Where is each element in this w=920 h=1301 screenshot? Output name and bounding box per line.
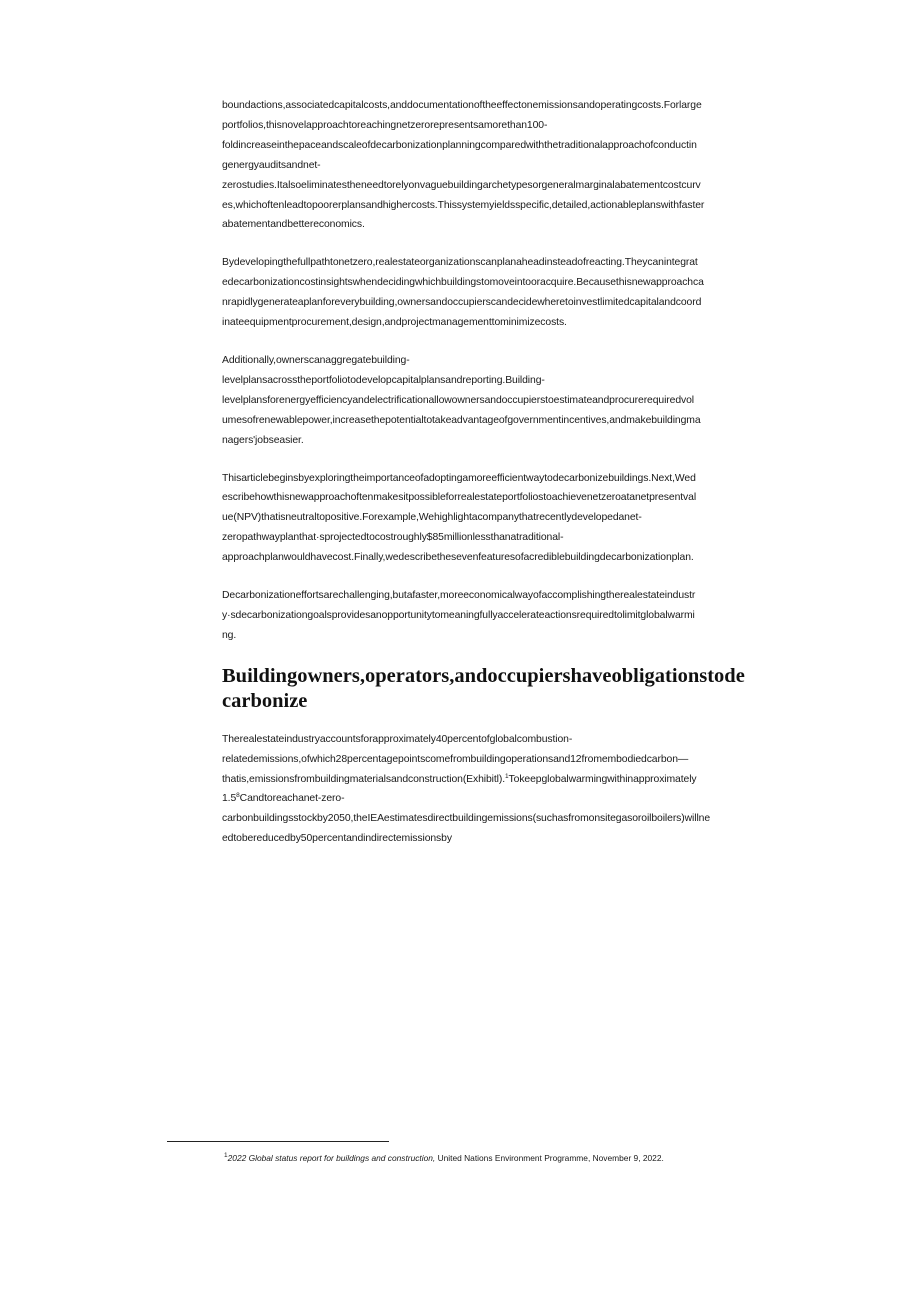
body-paragraph-4: [222, 469, 768, 569]
text-line: Therealestateindustryaccountsforapproximately40percentofglobalcombustion-: [222, 733, 573, 745]
text-fragment: Candtoreachanet-zero-: [239, 793, 345, 805]
footnote-number: 1: [224, 1152, 228, 1159]
text-line: edecarbonizationcostinsightswhendecidingwhichbuildingstomoveintooracquire.Becausethisnewapproachca: [222, 277, 704, 289]
text-line: ng.: [222, 629, 237, 641]
text-line: nrapidlygenerateaplanforeverybuilding,ownersandoccupierscandecidewheretoinvestlimitedcapitalandcoord: [222, 297, 702, 309]
text-line: levelplansacrosstheportfoliotodevelopcapitalplansandreporting.Building-: [222, 374, 545, 386]
text-line: [222, 770, 768, 790]
text-line: Additionally,ownerscanaggregatebuilding-: [222, 354, 410, 366]
text-line: Bydevelopingthefullpathtonetzero,realestateorganizationscanplanaheadinsteadofreacting.Theycanintegrat: [222, 257, 698, 269]
text-line: y·sdecarbonizationgoalsprovidesanopportunitytomeaningfullyaccelerateactionsrequiredtolimitglobalwarmi: [222, 609, 695, 621]
text-line: ue(NPV)thatisneutraltopositive.Forexample,Wehighlightacompanythatrecentlydevelopedanet-: [222, 512, 642, 524]
footnote-reference[interactable]: 1: [505, 772, 509, 780]
document-body: [222, 96, 768, 867]
text-line: umesofrenewablepower,increasethepotentialtotakeadvantageofgovernmentincentives,andmakebuildingma: [222, 414, 701, 426]
footnote: [224, 1152, 824, 1164]
text-line: [222, 789, 768, 809]
body-paragraph-3: [222, 351, 768, 451]
section-heading: [222, 664, 768, 714]
text-line: zerostudies.Italsoeliminatestheneedtorelyonvaguebuildingarchetypesorgeneralmarginalabatementcostcurv: [222, 179, 701, 191]
text-line: Decarbonizationeffortsarechallenging,butafaster,moreeconomicalwayofaccomplishingtherealestateindustr: [222, 590, 696, 602]
text-line: abatementandbettereconomics.: [222, 219, 365, 231]
section-paragraph: [222, 730, 768, 849]
text-fragment: thatis,emissionsfrombuildingmaterialsandconstruction(Exhibitl).: [222, 773, 506, 785]
text-line: carbonbuildingsstockby2050,theIEAestimatesdirectbuildingemissions(suchasfromonsitegasoroilboilers)willne: [222, 813, 711, 825]
text-line: nagers'jobseasier.: [222, 434, 304, 446]
text-line: es,whichoftenleadtopoorerplansandhighercosts.Thissystemyieldsspecific,detailed,actionableplanswithfaster: [222, 199, 705, 211]
footnote-source: United Nations Environment Programme, November 9, 2022.: [435, 1153, 664, 1163]
text-line: genergyauditsandnet-: [222, 159, 321, 171]
text-line: approachplanwouldhavecost.Finally,wedescribethesevenfeaturesofacrediblebuildingdecarbonizationplan.: [222, 552, 694, 564]
text-line: inateequipmentprocurement,design,andprojectmanagementtominimizecosts.: [222, 317, 567, 329]
body-paragraph-1: [222, 96, 768, 235]
body-paragraph-5: [222, 586, 768, 646]
text-line: escribehowthisnewapproachoftenmakesitpossibleforrealestateportfoliostoachievenetzeroatanetpresentval: [222, 492, 697, 504]
text-line: relatedemissions,ofwhich28percentagepointscomefrombuildingoperationsand12fromembodiedcarbon—: [222, 753, 689, 765]
text-line: zeropathwayplanthat·sprojectedtocostroughly$85millionlessthanatraditional-: [222, 532, 564, 544]
text-line: foldincreaseinthepaceandscaleofdecarbonizationplanningcomparedwiththetraditionalapproachofconductin: [222, 139, 697, 151]
footnote-divider: [167, 1141, 389, 1142]
footnote-title: 2022 Global status report for buildings and construction,: [227, 1153, 436, 1163]
heading-line: Buildingowners,operators,andoccupiershaveobligationstode: [222, 664, 745, 687]
text-line: Thisarticlebeginsbyexploringtheimportanceofadoptingamoreefficientwaytodecarbonizebuildings.Next,Wed: [222, 472, 696, 484]
text-line: levelplansforenergyefficiencyandelectrificationallowownersandoccupierstoestimateandprocurerequiredvol: [222, 394, 694, 406]
text-line: edtobereducedby50percentandindirectemissionsby: [222, 833, 452, 845]
body-paragraph-2: [222, 253, 768, 333]
text-line: boundactions,associatedcapitalcosts,anddocumentationoftheeffectonemissionsandoperatingcosts.Forlarge: [222, 100, 702, 111]
degree-mark: 8: [236, 792, 240, 800]
heading-line: carbonize: [222, 689, 308, 712]
text-fragment: Tokeepglobalwarmingwithinapproximately: [508, 773, 697, 785]
text-line: portfolios,thisnovelapproachtoreachingnetzerorepresentsamorethan100-: [222, 119, 548, 131]
text-fragment: 1.5: [222, 793, 237, 805]
